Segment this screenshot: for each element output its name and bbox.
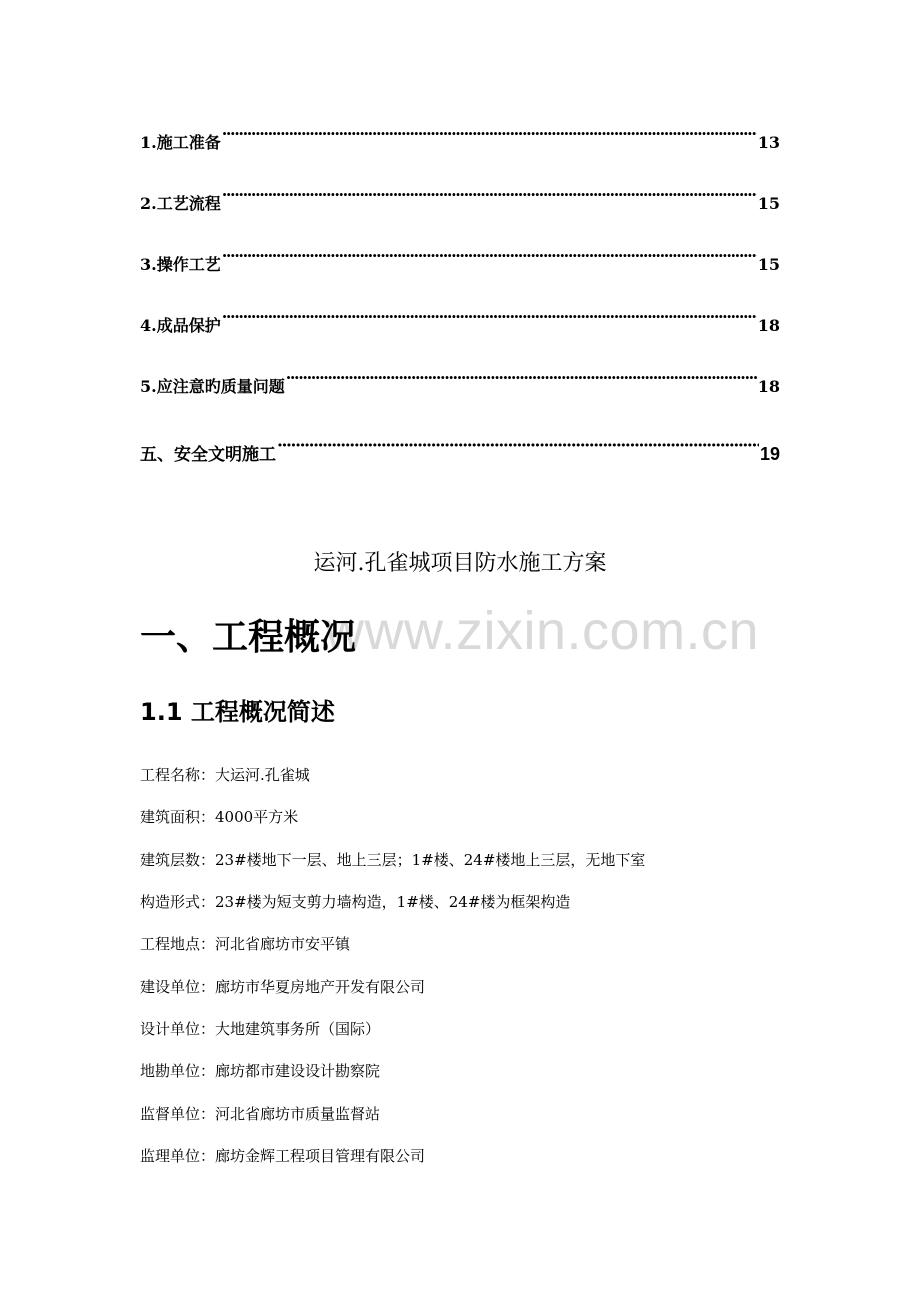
toc-entry-label: 3.操作工艺	[140, 255, 221, 274]
toc-entry-page: 19	[759, 444, 780, 464]
section-heading: 一、工程概况	[140, 617, 357, 658]
document-title: 运河.孔雀城项目防水施工方案	[313, 551, 607, 576]
toc-entry[interactable]	[140, 120, 780, 152]
toc-dot-leader	[286, 364, 757, 392]
toc-entry-label: 1.施工准备	[140, 133, 221, 152]
overview-line: 监督单位：河北省廊坊市质量监督站	[140, 1105, 381, 1123]
toc-entry[interactable]	[140, 181, 780, 213]
toc-entry-label: 五、安全文明施工	[140, 445, 276, 465]
toc-entry-label: 5.应注意旳质量问题	[140, 377, 285, 396]
overview-line: 建设单位：廊坊市华夏房地产开发有限公司	[140, 978, 426, 996]
toc-dot-leader	[222, 303, 757, 331]
watermark: www.zixin.com.cn	[325, 601, 760, 661]
toc-entry-label: 2.工艺流程	[140, 194, 221, 213]
overview-line: 地勘单位：廊坊都市建设设计勘察院	[140, 1062, 381, 1080]
overview-line: 设计单位：大地建筑事务所（国际）	[140, 1020, 381, 1038]
toc-dot-leader	[277, 432, 759, 460]
toc-dot-leader	[222, 181, 757, 209]
overview-line: 工程地点：河北省廊坊市安平镇	[140, 935, 351, 953]
overview-line: 建筑面积：4000平方米	[140, 808, 299, 826]
toc-entry-page: 15	[757, 255, 780, 274]
toc-dot-leader	[222, 242, 757, 270]
toc-entry[interactable]	[140, 242, 780, 274]
toc-entry-page: 18	[757, 377, 780, 396]
toc-entry[interactable]	[140, 432, 780, 465]
toc-entry[interactable]	[140, 364, 780, 396]
overview-line: 工程名称：大运河.孔雀城	[140, 766, 310, 784]
toc-dot-leader	[222, 120, 757, 148]
subsection-heading: 1.1 工程概况简述	[140, 698, 335, 726]
overview-line: 建筑层数：23#楼地下一层、地上三层；1#楼、24#楼地上三层，无地下室	[140, 851, 646, 869]
toc-entry-page: 18	[757, 316, 780, 335]
toc-entry[interactable]	[140, 303, 780, 335]
toc-entry-label: 4.成品保护	[140, 316, 221, 335]
overview-line: 监理单位：廊坊金辉工程项目管理有限公司	[140, 1147, 426, 1165]
toc-entry-page: 15	[757, 194, 780, 213]
overview-line: 构造形式：23#楼为短支剪力墙构造，1#楼、24#楼为框架构造	[140, 893, 571, 911]
toc-entry-page: 13	[757, 133, 780, 152]
